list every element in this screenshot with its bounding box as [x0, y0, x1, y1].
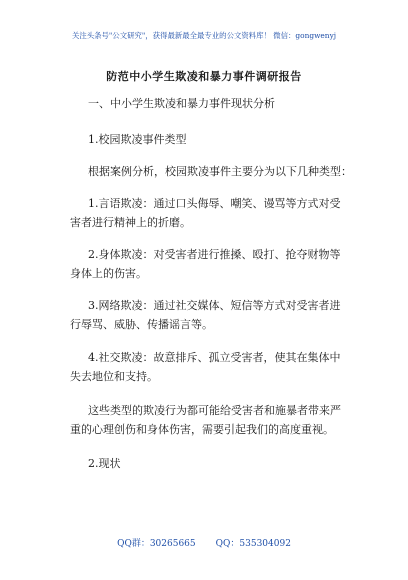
paragraph-line: 重的心理创伤和身体伤害，需要引起我们的高度重视。 [70, 423, 334, 436]
paragraph-line: 3.网络欺凌：通过社交媒体、短信等方式对受害者进 [88, 299, 341, 312]
section-heading: 一、中小学生欺凌和暴力事件现状分析 [88, 97, 275, 110]
document-title: 防范中小学生欺凌和暴力事件调研报告 [106, 70, 302, 83]
paragraph-line: 这些类型的欺凌行为都可能给受害者和施暴者带来严 [88, 404, 341, 417]
subsection-heading: 2.现状 [88, 457, 121, 470]
qq-group-number: QQ群：30265665 [117, 539, 196, 549]
paragraph-line: 失去地位和支持。 [70, 370, 158, 383]
paragraph-line: 行辱骂、威胁、传播谣言等。 [70, 318, 213, 331]
paragraph-line: 害者进行精神上的折磨。 [70, 216, 191, 229]
paragraph-line: 1.言语欺凌：通过口头侮辱、嘲笑、谩骂等方式对受 [88, 197, 341, 210]
intro-paragraph: 根据案例分析，校园欺凌事件主要分为以下几种类型： [88, 165, 352, 178]
footer-contact [0, 536, 408, 549]
qq-number: QQ：535304092 [215, 539, 291, 549]
paragraph-line: 2.身体欺凌：对受害者进行推搡、殴打、抢夺财物等 [88, 248, 341, 261]
header-notice: 关注头条号"公文研究"，获得最新最全最专业的公文资料库！ 微信：gongwenyj [71, 31, 337, 40]
subsection-heading: 1.校园欺凌事件类型 [88, 133, 187, 146]
paragraph-line: 4.社交欺凌：故意排斥、孤立受害者，使其在集体中 [88, 351, 341, 364]
paragraph-line: 身体上的伤害。 [70, 267, 147, 280]
